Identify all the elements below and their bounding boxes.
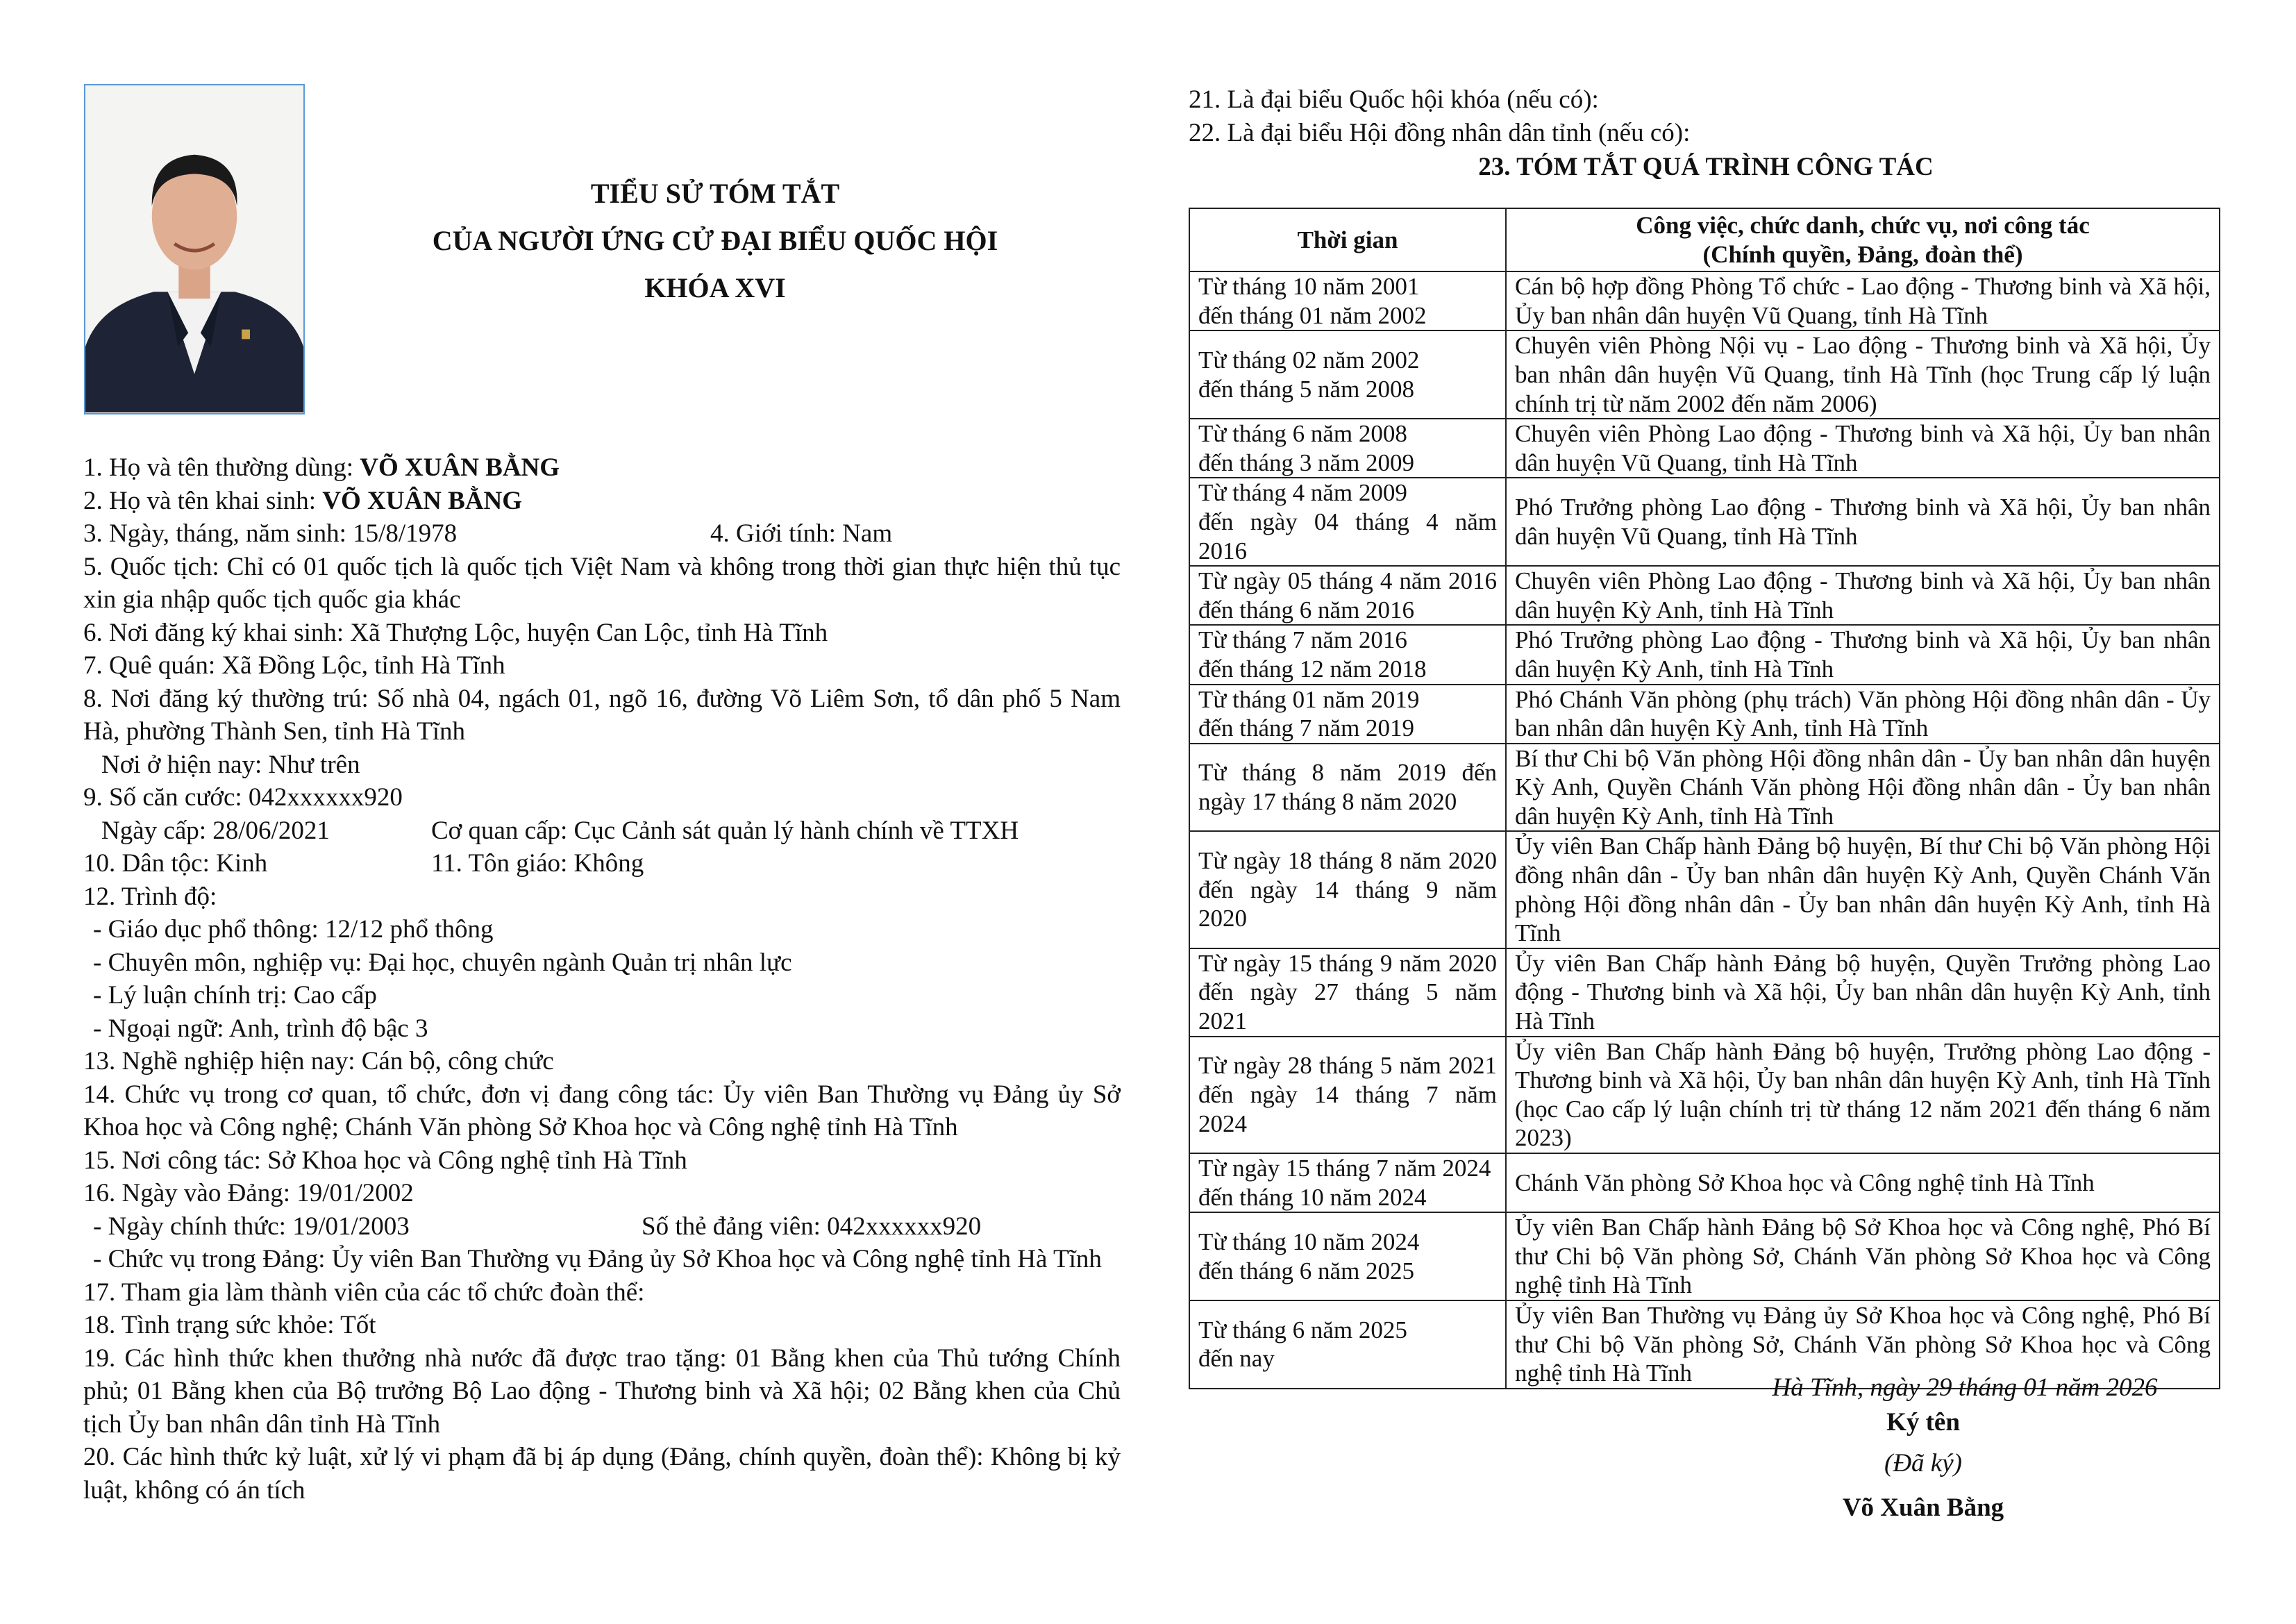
time-to: đến nay (1198, 1345, 1275, 1373)
label: 2. Họ và tên khai sinh: (83, 486, 323, 515)
item-health: 18. Tình trạng sức khỏe: Tốt (83, 1311, 376, 1339)
item-residence: 8. Nơi đăng ký thường trú: Số nhà 04, ngách 01, ngõ 16, đường Võ Liêm Sơn, tổ dân phố 5 Nam Hà, phường Thành Sen, tỉnh Hà Tĩnh (83, 684, 1121, 746)
header-work-line-2: (Chính quyền, Đảng, đoàn thể) (1702, 240, 2023, 268)
time-to: đến tháng 7 năm 2019 (1198, 714, 1415, 742)
item-occupation: 13. Nghề nghiệp hiện nay: Cán bộ, công chức (83, 1047, 554, 1075)
time-from: Từ tháng 4 năm 2009 (1198, 479, 1407, 507)
date-of-birth: 3. Ngày, tháng, năm sinh: 15/8/1978 (83, 519, 458, 548)
time-to: đến tháng 5 năm 2008 (1198, 375, 1415, 403)
item-party-join: 16. Ngày vào Đảng: 19/01/2002 (83, 1179, 414, 1207)
table-header-row (1189, 208, 2220, 271)
item-education: 12. Trình độ: (83, 882, 217, 911)
gender: 4. Giới tính: Nam (710, 519, 893, 548)
item-awards: 19. Các hình thức khen thưởng nhà nước đã được trao tặng: 01 Bằng khen của Thủ tướng Chính phủ; 01 Bằng khen của Bộ trưởng Bộ Lao động - Thương binh và Xã hội; 02 Bằng khen của Chủ tịch Ủy ban nhân dân tỉnh Hà Tĩnh (83, 1343, 1121, 1439)
work-cell: Ủy viên Ban Chấp hành Đảng bộ huyện, Trưởng phòng Lao động - Thương binh và Xã hội, Ủy ban nhân dân huyện Kỳ Anh, tỉnh Hà Tĩnh (học Cao cấp lý luận chính trị từ tháng 12 năm 2021 đến tháng 6 năm 2023) (1506, 1037, 2220, 1153)
time-from: Từ ngày 28 tháng 5 năm 2021 đến ngày 14 tháng 7 năm 2024 (1198, 1052, 1497, 1137)
table-row (1189, 1037, 2220, 1153)
education-language: - Ngoại ngữ: Anh, trình độ bậc 3 (93, 1014, 428, 1043)
time-from: Từ tháng 8 năm 2019 đến ngày 17 tháng 8 năm 2020 (1198, 759, 1497, 816)
item-common-name (83, 451, 1121, 485)
time-cell (1189, 831, 1506, 948)
time-to: đến tháng 10 năm 2024 (1198, 1183, 1427, 1211)
religion: 11. Tôn giáo: Không (431, 849, 644, 878)
time-cell (1189, 478, 1506, 566)
party-official-date: - Ngày chính thức: 19/01/2003 (93, 1212, 410, 1241)
education-professional: - Chuyên môn, nghiệp vụ: Đại học, chuyên ngành Quản trị nhân lực (93, 948, 792, 977)
title-line-3: KHÓA XVI (644, 272, 786, 303)
ethnicity: 10. Dân tộc: Kinh (83, 849, 268, 878)
signer-name: Võ Xuân Bằng (1842, 1493, 2004, 1522)
table-row (1189, 271, 2220, 330)
work-cell: Chuyên viên Phòng Lao động - Thương binh và Xã hội, Ủy ban nhân dân huyện Vũ Quang, tỉnh Hà Tĩnh (1506, 419, 2220, 478)
person-portrait-icon (85, 85, 303, 413)
work-cell: Bí thư Chi bộ Văn phòng Hội đồng nhân dân - Ủy ban nhân dân huyện Kỳ Anh, Quyền Chánh Văn phòng Hội đồng nhân dân - Ủy ban nhân dân huyện Kỳ Anh, tỉnh Hà Tĩnh (1506, 744, 2220, 832)
item-birth-name (83, 485, 1121, 518)
time-to: đến tháng 01 năm 2002 (1198, 301, 1427, 329)
table-row (1189, 478, 2220, 566)
sign-label: Ký tên (1886, 1408, 1960, 1437)
time-from: Từ ngày 15 tháng 7 năm 2024 (1198, 1155, 1491, 1182)
item-party-position: - Chức vụ trong Đảng: Ủy viên Ban Thường vụ Đảng ủy Sở Khoa học và Công nghệ tỉnh Hà Tĩnh (93, 1245, 1102, 1273)
place-date-line (1652, 1373, 2277, 1403)
table-row (1189, 330, 2220, 419)
table-row (1189, 625, 2220, 684)
time-from: Từ ngày 18 tháng 8 năm 2020 đến ngày 14 tháng 9 năm 2020 (1198, 847, 1497, 932)
table-row (1189, 744, 2220, 832)
time-to: đến tháng 12 năm 2018 (1198, 655, 1427, 683)
work-cell: Chuyên viên Phòng Lao động - Thương binh và Xã hội, Ủy ban nhân dân huyện Kỳ Anh, tỉnh Hà Tĩnh (1506, 566, 2220, 625)
item-id-number: 9. Số căn cước: 042xxxxxx920 (83, 783, 403, 812)
time-cell (1189, 948, 1506, 1037)
work-cell: Ủy viên Ban Chấp hành Đảng bộ huyện, Bí thư Chi bộ Văn phòng Hội đồng nhân dân - Ủy ban nhân dân huyện Kỳ Anh, Quyền Chánh Văn phòng Hội đồng nhân dân - Ủy ban nhân dân huyện Kỳ Anh, tỉnh Hà Tĩnh (1506, 831, 2220, 948)
table-row (1189, 831, 2220, 948)
time-from: Từ tháng 02 năm 2002 (1198, 346, 1420, 374)
time-cell (1189, 625, 1506, 684)
item-party-official (83, 1210, 1121, 1244)
time-from: Từ ngày 15 tháng 9 năm 2020 đến ngày 27 tháng 5 năm 2021 (1198, 949, 1497, 1035)
item-dob-gender (83, 517, 1121, 551)
time-cell (1189, 1212, 1506, 1300)
work-cell: Phó Trưởng phòng Lao động - Thương binh và Xã hội, Ủy ban nhân dân huyện Kỳ Anh, tỉnh Hà Tĩnh (1506, 625, 2220, 684)
value: VÕ XUÂN BẰNG (322, 486, 523, 515)
education-political: - Lý luận chính trị: Cao cấp (93, 981, 377, 1010)
document-title (305, 170, 1125, 312)
time-from: Từ ngày 05 tháng 4 năm 2016 đến tháng 6 năm 2016 (1198, 567, 1497, 623)
header-work (1506, 208, 2220, 271)
table-row (1189, 1212, 2220, 1300)
time-cell (1189, 271, 1506, 330)
time-to: đến tháng 3 năm 2009 (1198, 449, 1415, 476)
item-council-delegate: 22. Là đại biểu Hội đồng nhân dân tỉnh (nếu có): (1189, 118, 1691, 147)
work-cell: Phó Trưởng phòng Lao động - Thương binh và Xã hội, Ủy ban nhân dân huyện Vũ Quang, tỉnh Hà Tĩnh (1506, 478, 2220, 566)
item-birth-registration: 6. Nơi đăng ký khai sinh: Xã Thượng Lộc, huyện Can Lộc, tỉnh Hà Tĩnh (83, 618, 828, 647)
time-cell (1189, 1153, 1506, 1212)
time-from: Từ tháng 10 năm 2024 (1198, 1228, 1420, 1255)
work-cell: Ủy viên Ban Chấp hành Đảng bộ Sở Khoa học và Công nghệ, Phó Bí thư Chi bộ Văn phòng Sở, Chánh Văn phòng Sở Khoa học và Công nghệ tỉnh Hà Tĩnh (1506, 1212, 2220, 1300)
portrait-photo (84, 84, 305, 415)
item-workplace: 15. Nơi công tác: Sở Khoa học và Công nghệ tỉnh Hà Tĩnh (83, 1146, 687, 1175)
education-general: - Giáo dục phổ thông: 12/12 phổ thông (93, 915, 494, 944)
time-cell (1189, 330, 1506, 419)
time-cell (1189, 566, 1506, 625)
item-position: 14. Chức vụ trong cơ quan, tổ chức, đơn vị đang công tác: Ủy viên Ban Thường vụ Đảng ủy Sở Khoa học và Công nghệ; Chánh Văn phòng Sở Khoa học và Công nghệ tỉnh Hà Tĩnh (83, 1080, 1121, 1141)
title-line-2: CỦA NGƯỜI ỨNG CỬ ĐẠI BIỂU QUỐC HỘI (432, 225, 998, 256)
table-row (1189, 948, 2220, 1037)
header-work-line-1: Công việc, chức danh, chức vụ, nơi công tác (1636, 212, 2090, 239)
header-time: Thời gian (1189, 208, 1506, 271)
personal-info (83, 451, 1121, 1507)
work-cell: Phó Chánh Văn phòng (phụ trách) Văn phòng Hội đồng nhân dân - Ủy ban nhân dân huyện Kỳ Anh, tỉnh Hà Tĩnh (1506, 685, 2220, 744)
work-cell: Ủy viên Ban Chấp hành Đảng bộ huyện, Quyền Trưởng phòng Lao động - Thương binh và Xã hội, Ủy ban nhân dân huyện Kỳ Anh, tỉnh Hà Tĩnh (1506, 948, 2220, 1037)
time-cell (1189, 1037, 1506, 1153)
work-cell: Chuyên viên Phòng Nội vụ - Lao động - Thương binh và Xã hội, Ủy ban nhân dân huyện Vũ Quang, tỉnh Hà Tĩnh (học Trung cấp lý luận chính trị từ năm 2002 đến năm 2006) (1506, 330, 2220, 419)
time-from: Từ tháng 6 năm 2008 (1198, 420, 1407, 448)
signed-note: (Đã ký) (1884, 1449, 1962, 1477)
work-cell: Ủy viên Ban Thường vụ Đảng ủy Sở Khoa học và Công nghệ, Phó Bí thư Chi bộ Văn phòng Sở, Chánh Văn phòng Sở Khoa học và Công nghệ tỉnh Hà Tĩnh (1506, 1300, 2220, 1389)
item-organizations: 17. Tham gia làm thành viên của các tổ chức đoàn thể: (83, 1278, 645, 1307)
time-from: Từ tháng 01 năm 2019 (1198, 685, 1420, 713)
career-summary-title: 23. TÓM TẮT QUÁ TRÌNH CÔNG TÁC (1478, 153, 1934, 181)
work-cell: Cán bộ hợp đồng Phòng Tổ chức - Lao động - Thương binh và Xã hội, Ủy ban nhân dân huyện Vũ Quang, tỉnh Hà Tĩnh (1506, 271, 2220, 330)
time-from: Từ tháng 7 năm 2016 (1198, 626, 1407, 654)
time-cell (1189, 685, 1506, 744)
time-to: đến tháng 6 năm 2025 (1198, 1257, 1415, 1284)
table-row (1189, 419, 2220, 478)
item-current-residence: Nơi ở hiện nay: Như trên (101, 750, 360, 779)
id-issuer: Cơ quan cấp: Cục Cảnh sát quản lý hành chính về TTXH (431, 816, 1019, 845)
time-cell (1189, 1300, 1506, 1389)
time-to: đến ngày 04 tháng 4 năm 2016 (1198, 508, 1497, 564)
time-from: Từ tháng 10 năm 2001 (1198, 273, 1420, 301)
time-cell (1189, 744, 1506, 832)
id-issue-date: Ngày cấp: 28/06/2021 (101, 816, 330, 845)
item-na-delegate: 21. Là đại biểu Quốc hội khóa (nếu có): (1189, 85, 1599, 114)
item-ethnicity-religion (83, 847, 1121, 880)
party-card-number: Số thẻ đảng viên: 042xxxxxx920 (642, 1212, 982, 1241)
item-id-issue (83, 814, 1121, 848)
value: VÕ XUÂN BẰNG (360, 453, 560, 482)
time-from: Từ tháng 6 năm 2025 (1198, 1316, 1407, 1343)
item-hometown: 7. Quê quán: Xã Đồng Lộc, tỉnh Hà Tĩnh (83, 651, 505, 680)
title-line-1: TIỂU SỬ TÓM TẮT (590, 178, 840, 209)
career-table (1189, 208, 2220, 1389)
time-cell (1189, 419, 1506, 478)
table-row (1189, 685, 2220, 744)
work-cell: Chánh Văn phòng Sở Khoa học và Công nghệ tỉnh Hà Tĩnh (1506, 1153, 2220, 1212)
table-row (1189, 1153, 2220, 1212)
item-discipline: 20. Các hình thức kỷ luật, xử lý vi phạm đã bị áp dụng (Đảng, chính quyền, đoàn thể): Không bị kỷ luật, không có án tích (83, 1443, 1121, 1505)
table-row (1189, 566, 2220, 625)
place-date-text: Hà Tĩnh, ngày 29 tháng 01 năm 2026 (1772, 1373, 2158, 1402)
item-nationality: 5. Quốc tịch: Chỉ có 01 quốc tịch là quốc tịch Việt Nam và không trong thời gian thực hiện thủ tục xin gia nhập quốc tịch quốc gia khác (83, 552, 1121, 614)
career-section-header (1189, 83, 2223, 184)
label: 1. Họ và tên thường dùng: (83, 453, 360, 482)
